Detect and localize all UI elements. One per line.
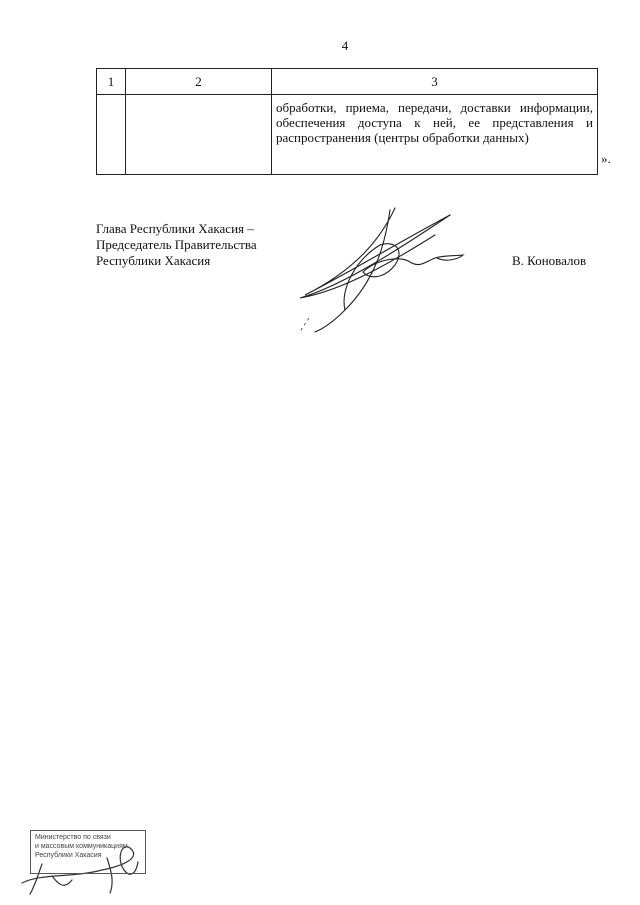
stamp-text-box	[30, 830, 146, 874]
table-header-2: 2	[126, 69, 272, 95]
continuation-table	[96, 68, 598, 175]
table-cell-3	[272, 95, 598, 175]
table-header-row	[97, 69, 598, 95]
signatory-title	[96, 221, 257, 269]
stamp-line-1: Министерство по связи	[35, 834, 111, 841]
table-cell-3-text: обработки, приема, передачи, доставки информации, обеспечения доступа к ней, ее представления и распространения (центры обработки данных)	[276, 100, 593, 145]
table-cell-2	[126, 95, 272, 175]
stamp-line-3: Республики Хакасия	[35, 852, 102, 859]
handwritten-signature	[285, 200, 475, 345]
signatory-title-line-1: Глава Республики Хакасия –	[96, 221, 254, 236]
registration-stamp	[12, 818, 182, 903]
stamp-line-2: и массовым коммуникациям	[35, 843, 128, 850]
table-header-1: 1	[97, 69, 126, 95]
signatory-title-line-3: Республики Хакасия	[96, 253, 211, 268]
table-header-3: 3	[272, 69, 598, 95]
page-number: 4	[341, 38, 349, 53]
table-row	[97, 95, 598, 175]
closing-quote: ».	[601, 151, 611, 166]
signatory-title-line-2: Председатель Правительства	[96, 237, 257, 252]
table-cell-1	[97, 95, 126, 175]
signatory-name: В. Коновалов	[512, 253, 587, 268]
